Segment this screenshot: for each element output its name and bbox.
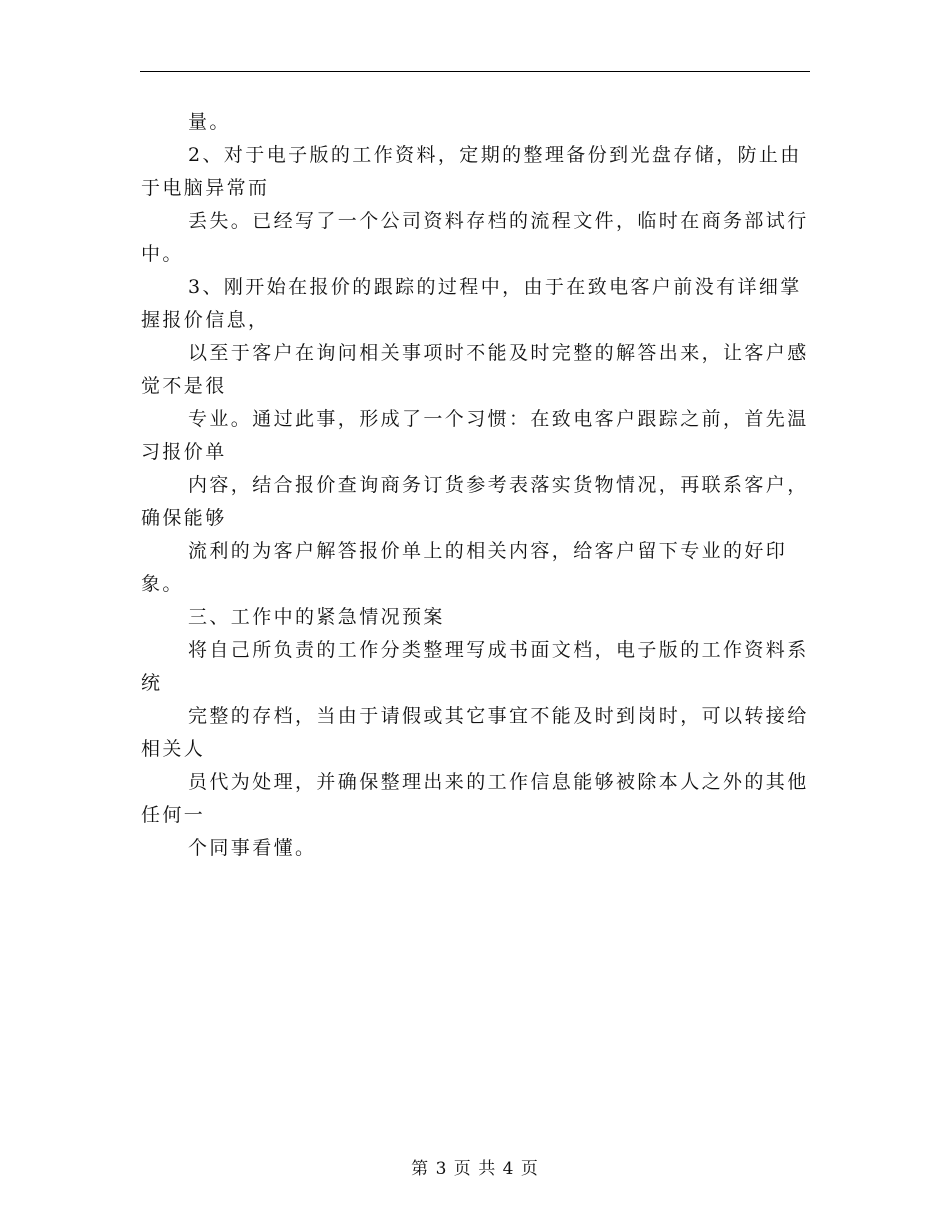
paragraph: 完整的存档，当由于请假或其它事宜不能及时到岗时，可以转接给相关人 [141,705,809,760]
document-body [141,106,813,865]
header-rule [140,71,810,72]
paragraph: 内容，结合报价查询商务订货参考表落实货物情况，再联系客户，确保能够 [141,474,809,529]
paragraph: 3、刚开始在报价的跟踪的过程中，由于在致电客户前没有详细掌握报价信息， [141,276,802,331]
paragraph: 专业。通过此事，形成了一个习惯：在致电客户跟踪之前，首先温习报价单 [141,408,809,463]
paragraph: 2、对于电子版的工作资料，定期的整理备份到光盘存储，防止由于电脑异常而 [141,144,802,199]
paragraph: 将自己所负责的工作分类整理写成书面文档，电子版的工作资料系统 [141,639,809,694]
paragraph: 量。 [188,111,231,133]
paragraph: 个同事看懂。 [188,837,317,859]
paragraph: 丢失。已经写了一个公司资料存档的流程文件，临时在商务部试行中。 [141,210,809,265]
paragraph: 以至于客户在询问相关事项时不能及时完整的解答出来，让客户感觉不是很 [141,342,809,397]
page-number: 第 3 页 共 4 页 [411,1159,539,1179]
section-heading: 三、工作中的紧急情况预案 [188,606,445,628]
paragraph: 流利的为客户解答报价单上的相关内容，给客户留下专业的好印象。 [141,540,788,595]
paragraph: 员代为处理，并确保整理出来的工作信息能够被除本人之外的其他任何一 [141,771,809,826]
